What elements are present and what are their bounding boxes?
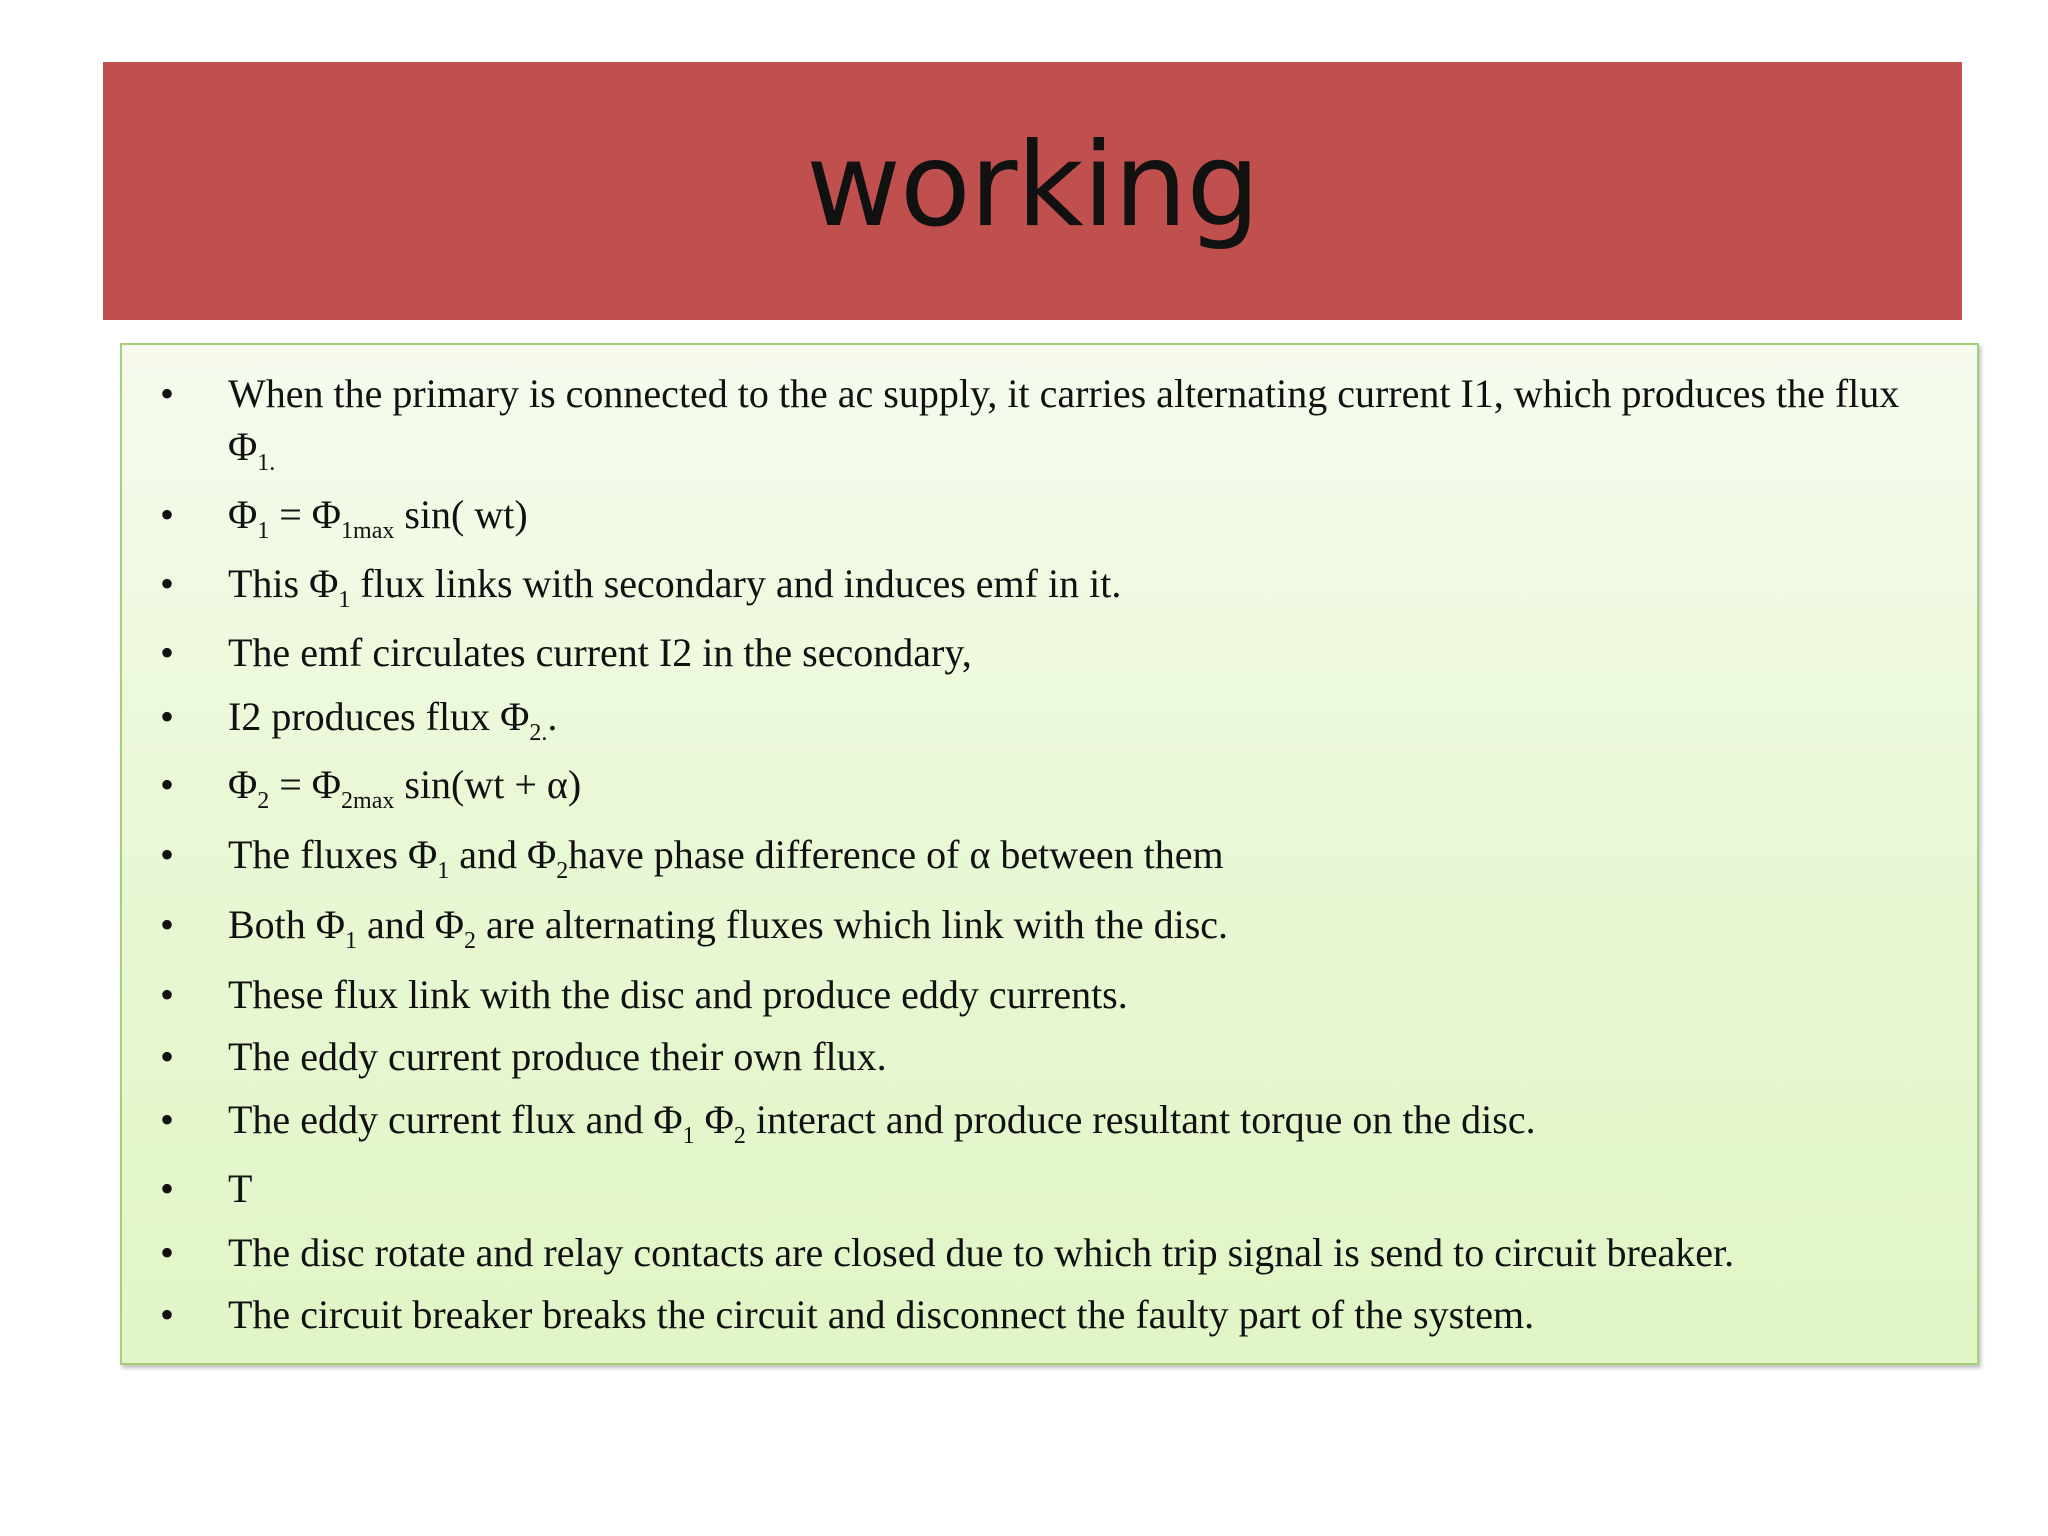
bullet-text: These flux link with the disc and produce eddy currents. bbox=[228, 972, 1128, 1017]
subscript: 1 bbox=[345, 928, 358, 954]
bullet-text: When the primary is connected to the ac supply, it carries alternating current I1, which produces the flux $\Phi_{1.}$ bbox=[228, 371, 1900, 476]
bullet-text: I2 produces flux $\Phi_{2.}$. bbox=[228, 694, 558, 746]
bullet-marker: • bbox=[160, 561, 175, 606]
bullet-marker: • bbox=[160, 902, 175, 947]
subscript: 2 bbox=[733, 1123, 746, 1149]
subscript: 2 bbox=[556, 858, 569, 884]
bullet-text: The disc rotate and relay contacts are closed due to which trip signal is send to circuit breaker. bbox=[228, 1230, 1735, 1275]
bullet-marker: • bbox=[160, 1097, 175, 1142]
bullet-item bbox=[142, 488, 1942, 544]
bullet-text: The eddy current produce their own flux. bbox=[228, 1034, 887, 1079]
bullet-marker: • bbox=[160, 832, 175, 877]
bullet-text: The fluxes $\Phi_1$ and $\Phi_2have$ phase difference of α between them bbox=[228, 832, 1224, 884]
bullet-item bbox=[142, 690, 1942, 746]
subscript: 2max bbox=[341, 788, 395, 814]
subscript: 2 bbox=[464, 928, 477, 954]
bullet-text: The circuit breaker breaks the circuit and disconnect the faulty part of the system. bbox=[228, 1292, 1535, 1337]
subscript: 1 bbox=[338, 587, 351, 613]
subscript: 2. bbox=[529, 720, 548, 746]
bullet-marker: • bbox=[160, 762, 175, 807]
bullet-item bbox=[142, 367, 1942, 476]
subscript: 1max bbox=[341, 518, 395, 544]
bullet-text: $\Phi_1 = \Phi_{1max}$ sin( wt) bbox=[228, 492, 528, 544]
bullet-text: Both $\Phi_1$ and $\Phi_2$ are alternating fluxes which link with the disc. bbox=[228, 902, 1229, 954]
bullet-text: The emf circulates current I2 in the secondary, bbox=[228, 630, 972, 675]
bullet-item bbox=[142, 626, 1942, 679]
bullet-item bbox=[142, 898, 1942, 954]
bullet-marker: • bbox=[160, 492, 175, 537]
content-box bbox=[120, 343, 1979, 1365]
bullet-marker: • bbox=[160, 1166, 175, 1211]
bullet-item bbox=[142, 1288, 1942, 1341]
bullet-item bbox=[142, 1226, 1942, 1279]
title-bar bbox=[103, 62, 1962, 320]
subscript: 1 bbox=[257, 518, 270, 544]
bullet-item bbox=[142, 968, 1942, 1021]
subscript: 1. bbox=[257, 450, 276, 476]
bullet-item bbox=[142, 1162, 1942, 1215]
bullet-marker: • bbox=[160, 371, 175, 416]
bullet-item bbox=[142, 1093, 1942, 1149]
subscript: 2 bbox=[257, 788, 270, 814]
bullet-text: T bbox=[228, 1166, 253, 1211]
bullet-item bbox=[142, 758, 1942, 814]
bullet-marker: • bbox=[160, 1230, 175, 1275]
slide-title: working bbox=[805, 118, 1260, 253]
bullet-text: The eddy current flux and $\Phi_1$ $\Phi_2$ interact and produce resultant torque on the disc. bbox=[228, 1097, 1536, 1149]
subscript: 1 bbox=[682, 1123, 695, 1149]
subscript: 1 bbox=[437, 858, 450, 884]
bullet-item bbox=[142, 1030, 1942, 1083]
bullet-text: This $\Phi_1$ flux links with secondary and induces emf in it. bbox=[228, 561, 1122, 613]
bullet-marker: • bbox=[160, 694, 175, 739]
bullet-item bbox=[142, 828, 1942, 884]
bullet-marker: • bbox=[160, 1034, 175, 1079]
bullet-text: $\Phi_2 = \Phi_{2max}$ sin(wt + α) bbox=[228, 762, 582, 814]
bullet-marker: • bbox=[160, 972, 175, 1017]
bullet-marker: • bbox=[160, 1292, 175, 1337]
bullet-item bbox=[142, 557, 1942, 613]
bullet-marker: • bbox=[160, 630, 175, 675]
